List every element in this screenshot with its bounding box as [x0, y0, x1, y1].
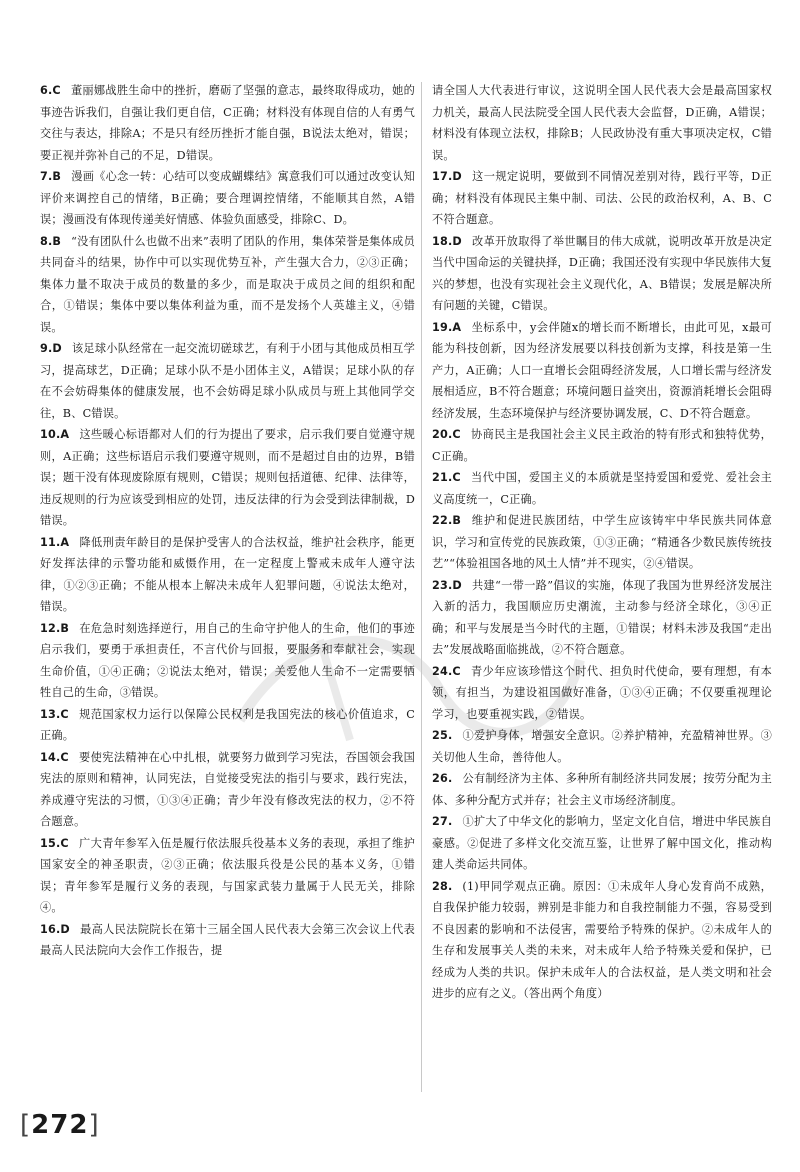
answer-number: 22.B	[432, 514, 462, 527]
answer-text: 这一规定说明，要做到不同情况差别对待，践行平等，D正确；材料没有体现民主集中制、司法、公民的政治权利，A、B、C不符合题意。	[432, 170, 772, 226]
right-column	[432, 80, 772, 1005]
answer-number: 10.A	[40, 428, 70, 441]
answer-entry	[432, 166, 772, 231]
answer-entry	[40, 747, 415, 833]
answer-text: 广大青年参军入伍是履行依法服兵役基本义务的表现，承担了维护国家安全的神圣职责，②③正确；依法服兵役是公民的基本义务，①错误；青年参军是履行义务的表现，与国家武装力量属于人民无关，排除④。	[40, 836, 415, 914]
answer-entry	[40, 833, 415, 919]
answer-entry	[40, 80, 415, 166]
answer-number: 17.D	[432, 170, 462, 183]
answer-text: 漫画《心念一转：心结可以变成蝴蝶结》寓意我们可以通过改变认知评价来调控自己的情绪，B正确；要合理调控情绪，不能顺其自然，A错误；漫画没有体现传递美好情感、体验负面感受，排除C、D。	[40, 170, 415, 226]
answer-number: 12.B	[40, 621, 70, 635]
answer-number: 25.	[432, 729, 453, 742]
answer-number: 8.B	[40, 234, 62, 248]
answer-entry	[432, 424, 772, 467]
answer-text: 董丽娜战胜生命中的挫折，磨砺了坚强的意志，最终取得成功，她的事迹告诉我们，自强让我们更自信，C正确；材料没有体现自信的人有勇气交往与表达，排除A；不是只有经历挫折才能自强，B说法太绝对，错误；要正视并弥补自己的不足，D错误。	[40, 84, 415, 162]
answer-text: 维护和促进民族团结，中学生应该铸牢中华民族共同体意识，学习和宣传党的民族政策，①③正确；“精通各少数民族传统技艺”“体验祖国各地的风土人情”并不现实，②④错误。	[432, 514, 772, 570]
answer-text: 这些暖心标语都对人们的行为提出了要求，启示我们要自觉遵守规则，A正确；这些标语启示我们要遵守规则，而不是超过自由的边界，B错误；题干没有体现废除原有规则，C错误；规则包括道德、纪律、法律等，违反规则的行为应该受到相应的处罚，违反法律的行为会受到法律制裁，D错误。	[40, 428, 415, 527]
answer-text: (1)甲同学观点正确。原因：①未成年人身心发育尚不成熟，自我保护能力较弱，辨别是非能力和自我控制能力不强，容易受到不良因素的影响和不法侵害，需要给予特殊的保护。②未成年人的生存和发展事关人类的未来，对未成年人给予特殊关爱和保护，已经成为人类的共识。保护未成年人的合法权益，是人类文明和社会进步的应有之义。（答出两个角度）	[432, 879, 772, 1000]
answer-entry	[432, 317, 772, 425]
answer-entry	[432, 575, 772, 661]
left-column	[40, 80, 415, 962]
answer-text: 公有制经济为主体、多种所有制经济共同发展；按劳分配为主体、多种分配方式并存；社会主义市场经济制度。	[432, 772, 772, 807]
page-number: [272]	[20, 1110, 100, 1140]
answer-text: “没有团队什么也做不出来”表明了团队的作用，集体荣誉是集体成员共同奋斗的结果，协作中可以实现优势互补，产生强大合力，②③正确；集体力量不取决于成员的数量的多少，而是取决于成员之间的组织和配合，①错误；集体中要以集体利益为重，而不是发扬个人英雄主义，④错误。	[40, 234, 415, 334]
answer-text: 共建“一带一路”倡议的实施，体现了我国为世界经济发展注入新的活力，我国顺应历史潮流，主动参与经济全球化，③④正确；和平与发展是当今时代的主题，①错误；材料未涉及我国“走出去”发展战略面临挑战，②不符合题意。	[432, 578, 772, 656]
answer-number: 28.	[432, 879, 453, 893]
answer-text: 该足球小队经常在一起交流切磋球艺，有利于小团与其他成员相互学习，提高球艺，D正确；足球小队不是小团体主义，A错误；足球小队的存在不会妨碍集体的健康发展，也不会妨碍足球小队成员与班上其他同学交往，B、C错误。	[40, 342, 415, 420]
answer-entry	[40, 338, 415, 424]
answer-number: 21.C	[432, 471, 461, 484]
answer-entry	[40, 424, 415, 532]
answer-number: 27.	[432, 815, 453, 828]
answer-number: 9.D	[40, 342, 62, 355]
answer-text: ①爱护身体，增强安全意识。②养护精神，充盈精神世界。③关切他人生命，善待他人。	[432, 729, 772, 764]
answer-text: 改革开放取得了举世瞩目的伟大成就，说明改革开放是决定当代中国命运的关键抉择，D正确；我国还没有实现中华民族伟大复兴的梦想，也没有实现社会主义现代化，A、B错误；发展是解决所有问题的关键，C错误。	[432, 234, 772, 312]
answer-text: 在危急时刻选择逆行，用自己的生命守护他人的生命，他们的事迹启示我们，要勇于承担责任，不言代价与回报，要服务和奉献社会，实现生命价值，①④正确；②说法太绝对，错误；关爱他人生命不一定需要牺牲自己的生命，③错误。	[40, 621, 415, 699]
answer-entry	[432, 725, 772, 768]
answer-entry	[40, 166, 415, 231]
answer-text: 最高人民法院院长在第十三届全国人民代表大会第三次会议上代表最高人民法院向大会作工作报告，提	[40, 922, 415, 957]
answer-entry	[432, 231, 772, 317]
answer-entry	[40, 618, 415, 704]
answer-number: 13.C	[40, 707, 69, 721]
answer-entry	[432, 80, 772, 166]
answer-entry	[432, 510, 772, 575]
answer-number: 15.C	[40, 836, 69, 850]
answer-number: 6.C	[40, 84, 61, 97]
answer-number: 24.C	[432, 664, 461, 678]
answer-text: 要使宪法精神在心中扎根，就要努力做到学习宪法，吞国领会我国宪法的原则和精神，认同宪法，自觉接受宪法的指引与要求，践行宪法，养成遵守宪法的习惯，①③④正确；青少年没有修改宪法的权力，②不符合题意。	[40, 750, 415, 828]
answer-entry	[432, 768, 772, 811]
answer-number: 26.	[432, 772, 453, 785]
column-divider	[421, 82, 422, 1092]
answer-entry	[40, 919, 415, 962]
page-number-value: 272	[31, 1110, 89, 1140]
answer-text: 青少年应该珍惜这个时代、担负时代使命，要有理想，有本领，有担当，为建设祖国做好准备，①③④正确；不仅要重视理论学习，也要重视实践，②错误。	[432, 664, 772, 721]
answer-text: 当代中国，爱国主义的本质就是坚持爱国和爱党、爱社会主义高度统一，C正确。	[432, 471, 772, 506]
answer-entry	[40, 704, 415, 747]
answer-text: 坐标系中，y会伴随x的增长而不断增长，由此可见，x最可能为科技创新，因为经济发展要以科技创新为支撑，科技是第一生产力，A正确；人口一直增长会阻碍经济发展，人口增长需与经济发展相适应，B不符合题意；环境问题日益突出，资源消耗增长会阻碍经济发展，生态环境保护与经济要协调发展，C、D不符合题意。	[432, 320, 772, 420]
answer-number: 19.A	[432, 320, 462, 334]
answer-entry	[40, 532, 415, 618]
answer-text: 降低刑责年龄目的是保护受害人的合法权益，维护社会秩序，能更好发挥法律的示警功能和威慑作用，在一定程度上警戒未成年人遵守法律，①②③正确；不能从根本上解决未成年人犯罪问题，④说法太绝对，错误。	[40, 535, 415, 613]
answer-entry	[432, 661, 772, 726]
answer-entry	[40, 231, 415, 339]
answer-text: 规范国家权力运行以保障公民权利是我国宪法的核心价值追求，C正确。	[40, 707, 415, 742]
answer-entry	[432, 811, 772, 876]
answer-text: 请全国人大代表进行审议，这说明全国人民代表大会是最高国家权力机关，最高人民法院受全国人民代表大会监督，D正确，A错误；材料没有体现立法权，排除B；人民政协没有重大事项决定权，C错误。	[432, 84, 772, 162]
answer-number: 23.D	[432, 578, 462, 592]
answer-text: 协商民主是我国社会主义民主政治的特有形式和独特优势，C正确。	[432, 428, 772, 463]
answer-number: 18.D	[432, 234, 462, 248]
answer-number: 16.D	[40, 922, 70, 936]
answer-entry	[432, 467, 772, 510]
answer-entry	[432, 876, 772, 1005]
answer-number: 20.C	[432, 428, 461, 441]
answer-text: ①扩大了中华文化的影响力，坚定文化自信，增进中华民族自豪感。②促进了多样文化交流互鉴，让世界了解中国文化，推动构建人类命运共同体。	[432, 815, 772, 871]
answer-number: 7.B	[40, 170, 62, 183]
answer-number: 11.A	[40, 535, 70, 549]
answer-number: 14.C	[40, 750, 69, 764]
